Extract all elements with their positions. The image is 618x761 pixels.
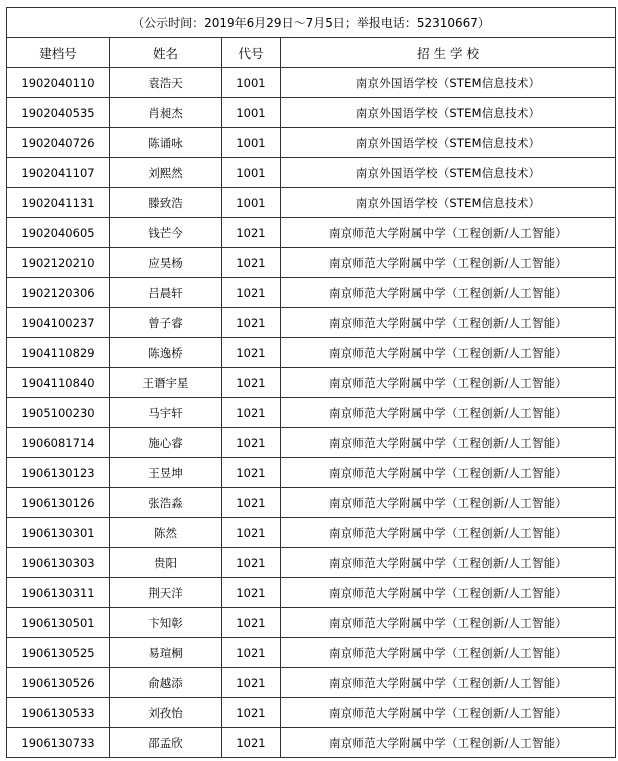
cell-code: 1021 bbox=[222, 728, 281, 758]
cell-name: 陈逸桥 bbox=[110, 338, 222, 368]
cell-name: 应昊杨 bbox=[110, 248, 222, 278]
cell-school: 南京外国语学校（STEM信息技术） bbox=[281, 158, 616, 188]
cell-id: 1904100237 bbox=[7, 308, 110, 338]
cell-code: 1021 bbox=[222, 218, 281, 248]
cell-id: 1902041131 bbox=[7, 188, 110, 218]
table-row bbox=[7, 158, 616, 188]
cell-name: 刘孜怡 bbox=[110, 698, 222, 728]
cell-id: 1905100230 bbox=[7, 398, 110, 428]
table-row bbox=[7, 458, 616, 488]
cell-school: 南京师范大学附属中学（工程创新/人工智能） bbox=[281, 698, 616, 728]
cell-name: 刘熙然 bbox=[110, 158, 222, 188]
table-row bbox=[7, 698, 616, 728]
cell-id: 1902040605 bbox=[7, 218, 110, 248]
cell-school: 南京师范大学附属中学（工程创新/人工智能） bbox=[281, 308, 616, 338]
table-row bbox=[7, 308, 616, 338]
cell-school: 南京外国语学校（STEM信息技术） bbox=[281, 68, 616, 98]
cell-school: 南京师范大学附属中学（工程创新/人工智能） bbox=[281, 248, 616, 278]
header-row bbox=[7, 38, 616, 68]
table-row bbox=[7, 548, 616, 578]
cell-name: 陈诵咏 bbox=[110, 128, 222, 158]
cell-school: 南京师范大学附属中学（工程创新/人工智能） bbox=[281, 638, 616, 668]
cell-name: 荆天洋 bbox=[110, 578, 222, 608]
cell-code: 1001 bbox=[222, 68, 281, 98]
cell-id: 1906130526 bbox=[7, 668, 110, 698]
cell-school: 南京外国语学校（STEM信息技术） bbox=[281, 128, 616, 158]
cell-name: 滕致浩 bbox=[110, 188, 222, 218]
table-row bbox=[7, 338, 616, 368]
cell-name: 张浩淼 bbox=[110, 488, 222, 518]
cell-school: 南京师范大学附属中学（工程创新/人工智能） bbox=[281, 488, 616, 518]
cell-code: 1001 bbox=[222, 188, 281, 218]
cell-school: 南京师范大学附属中学（工程创新/人工智能） bbox=[281, 428, 616, 458]
table-row bbox=[7, 428, 616, 458]
cell-name: 王谮宇星 bbox=[110, 368, 222, 398]
cell-id: 1906130301 bbox=[7, 518, 110, 548]
cell-id: 1904110840 bbox=[7, 368, 110, 398]
cell-id: 1906130525 bbox=[7, 638, 110, 668]
cell-code: 1021 bbox=[222, 668, 281, 698]
cell-name: 曾子睿 bbox=[110, 308, 222, 338]
cell-school: 南京师范大学附属中学（工程创新/人工智能） bbox=[281, 368, 616, 398]
cell-name: 易瑄桐 bbox=[110, 638, 222, 668]
cell-code: 1021 bbox=[222, 248, 281, 278]
cell-school: 南京师范大学附属中学（工程创新/人工智能） bbox=[281, 278, 616, 308]
cell-name: 卞知彰 bbox=[110, 608, 222, 638]
cell-id: 1906130126 bbox=[7, 488, 110, 518]
header-name: 姓名 bbox=[110, 38, 222, 68]
cell-code: 1001 bbox=[222, 128, 281, 158]
cell-id: 1902041107 bbox=[7, 158, 110, 188]
header-id: 建档号 bbox=[7, 38, 110, 68]
table-row bbox=[7, 128, 616, 158]
cell-id: 1906130501 bbox=[7, 608, 110, 638]
notice-text: （公示时间：2019年6月29日～7月5日；举报电话：52310667） bbox=[7, 8, 616, 38]
cell-code: 1021 bbox=[222, 308, 281, 338]
cell-id: 1906130733 bbox=[7, 728, 110, 758]
cell-name: 钱芒今 bbox=[110, 218, 222, 248]
cell-id: 1902040110 bbox=[7, 68, 110, 98]
cell-code: 1021 bbox=[222, 338, 281, 368]
cell-school: 南京外国语学校（STEM信息技术） bbox=[281, 98, 616, 128]
cell-name: 邵孟欣 bbox=[110, 728, 222, 758]
table-row bbox=[7, 248, 616, 278]
cell-name: 吕晨轩 bbox=[110, 278, 222, 308]
cell-code: 1001 bbox=[222, 158, 281, 188]
table-row bbox=[7, 638, 616, 668]
table-row bbox=[7, 188, 616, 218]
cell-school: 南京师范大学附属中学（工程创新/人工智能） bbox=[281, 578, 616, 608]
table-row bbox=[7, 398, 616, 428]
cell-id: 1906130303 bbox=[7, 548, 110, 578]
cell-id: 1906130533 bbox=[7, 698, 110, 728]
cell-code: 1021 bbox=[222, 608, 281, 638]
cell-code: 1021 bbox=[222, 488, 281, 518]
header-school: 招 生 学 校 bbox=[281, 38, 616, 68]
cell-school: 南京师范大学附属中学（工程创新/人工智能） bbox=[281, 548, 616, 578]
table-row bbox=[7, 218, 616, 248]
table-row bbox=[7, 578, 616, 608]
cell-school: 南京师范大学附属中学（工程创新/人工智能） bbox=[281, 338, 616, 368]
table-row bbox=[7, 518, 616, 548]
cell-code: 1021 bbox=[222, 428, 281, 458]
cell-id: 1906130311 bbox=[7, 578, 110, 608]
cell-name: 袁浩天 bbox=[110, 68, 222, 98]
cell-id: 1902120306 bbox=[7, 278, 110, 308]
cell-school: 南京外国语学校（STEM信息技术） bbox=[281, 188, 616, 218]
cell-name: 施心睿 bbox=[110, 428, 222, 458]
table-row bbox=[7, 278, 616, 308]
cell-code: 1021 bbox=[222, 278, 281, 308]
cell-school: 南京师范大学附属中学（工程创新/人工智能） bbox=[281, 398, 616, 428]
cell-id: 1904110829 bbox=[7, 338, 110, 368]
cell-code: 1001 bbox=[222, 98, 281, 128]
cell-school: 南京师范大学附属中学（工程创新/人工智能） bbox=[281, 608, 616, 638]
table-body bbox=[7, 68, 616, 758]
table-row bbox=[7, 98, 616, 128]
cell-code: 1021 bbox=[222, 368, 281, 398]
cell-id: 1902120210 bbox=[7, 248, 110, 278]
cell-school: 南京师范大学附属中学（工程创新/人工智能） bbox=[281, 728, 616, 758]
cell-name: 俞越添 bbox=[110, 668, 222, 698]
cell-name: 王昱坤 bbox=[110, 458, 222, 488]
cell-id: 1906130123 bbox=[7, 458, 110, 488]
table-row bbox=[7, 68, 616, 98]
cell-name: 马宇轩 bbox=[110, 398, 222, 428]
cell-name: 贵阳 bbox=[110, 548, 222, 578]
cell-id: 1902040726 bbox=[7, 128, 110, 158]
table-row bbox=[7, 668, 616, 698]
table-row bbox=[7, 608, 616, 638]
cell-school: 南京师范大学附属中学（工程创新/人工智能） bbox=[281, 668, 616, 698]
cell-name: 陈然 bbox=[110, 518, 222, 548]
cell-code: 1021 bbox=[222, 398, 281, 428]
cell-code: 1021 bbox=[222, 698, 281, 728]
table-row bbox=[7, 728, 616, 758]
cell-id: 1906081714 bbox=[7, 428, 110, 458]
header-code: 代号 bbox=[222, 38, 281, 68]
cell-code: 1021 bbox=[222, 518, 281, 548]
cell-school: 南京师范大学附属中学（工程创新/人工智能） bbox=[281, 458, 616, 488]
cell-code: 1021 bbox=[222, 458, 281, 488]
cell-id: 1902040535 bbox=[7, 98, 110, 128]
cell-code: 1021 bbox=[222, 548, 281, 578]
cell-school: 南京师范大学附属中学（工程创新/人工智能） bbox=[281, 218, 616, 248]
cell-code: 1021 bbox=[222, 578, 281, 608]
cell-code: 1021 bbox=[222, 638, 281, 668]
table-row bbox=[7, 488, 616, 518]
cell-school: 南京师范大学附属中学（工程创新/人工智能） bbox=[281, 518, 616, 548]
notice-row bbox=[7, 8, 616, 38]
admission-table bbox=[6, 7, 616, 758]
table-row bbox=[7, 368, 616, 398]
cell-name: 肖昶杰 bbox=[110, 98, 222, 128]
